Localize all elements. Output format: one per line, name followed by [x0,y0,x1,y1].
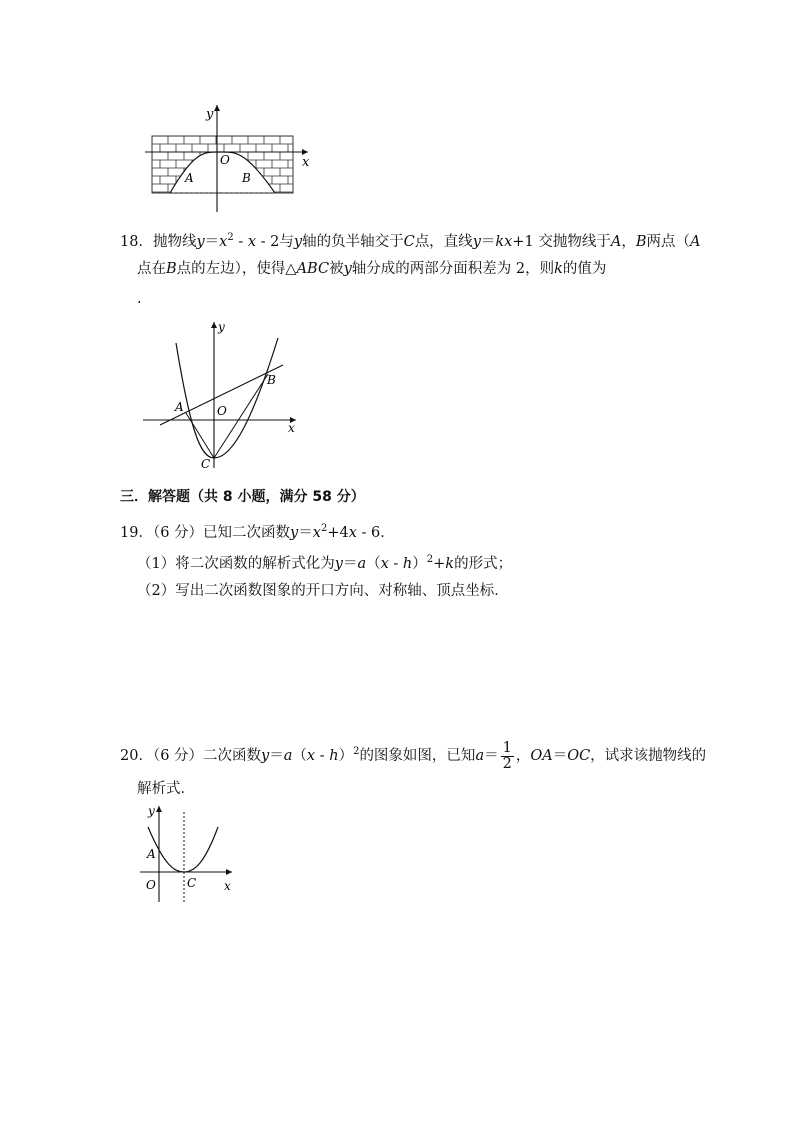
q18-text: ＝ [480,234,496,250]
q18-text: - [233,234,248,250]
q19-text: （1）将二次函数的解析式化为 [137,556,335,572]
q18-text: 两点（ [646,234,690,250]
q19-text: （ [366,556,381,572]
var-x: x [247,234,257,250]
var-k: k [445,556,455,572]
label-x: x [224,879,231,893]
label-origin: O [217,404,227,418]
superscript: 2 [353,746,360,757]
var-y: y [196,234,205,250]
q18-text: +1 交抛物线于 [512,234,611,250]
fraction-one-half [501,741,514,772]
q20-number: 20． [120,748,153,764]
q19-text: +4 [327,525,349,541]
superscript: 2 [426,554,434,565]
label-b: B [242,171,251,185]
q18-line2 [137,259,606,279]
var-abc: ABC [296,261,330,277]
q19-text: - 6． [356,525,395,541]
q18-text: 抛物线 [152,234,197,250]
q19-part2: （2）写出二次函数图象的开口方向、对称轴、顶点坐标． [137,583,509,599]
q18-number: 18． [120,234,153,250]
var-y: y [334,556,343,572]
q20-text: ＝ [484,748,499,764]
label-origin: O [146,878,156,892]
q20-text: （ [292,748,307,764]
label-a: A [147,847,156,861]
q18-text: 点在 [137,261,166,277]
label-y: y [218,320,225,334]
superscript: 2 [227,232,234,243]
q18-text: 轴的负半轴交于 [302,234,404,250]
q19-part1 [137,550,512,574]
var-x: x [380,556,389,572]
label-x: x [288,421,295,435]
q19-text: 的形式； [454,556,513,572]
var-c: C [403,234,415,250]
var-y: y [472,234,481,250]
var-a: a [475,748,485,764]
superscript: 2 [320,523,328,534]
var-a: a [283,748,293,764]
label-c: C [201,457,211,471]
section-heading: 三．解答题（共 8 小题，满分 58 分） [120,489,365,505]
var-a: A [610,234,622,250]
var-x: x [312,525,321,541]
q20-text: ， [515,748,531,764]
q20-text: ） [338,748,354,764]
q18-text: 点，直线 [414,234,473,250]
var-h: h [402,556,413,572]
label-y: y [206,107,214,122]
fraction-denominator: 2 [502,755,512,772]
var-x: x [219,234,228,250]
label-a: A [185,171,194,185]
var-b: B [166,261,177,277]
label-x: x [302,155,310,170]
var-kx: kx [495,234,513,250]
q19-text: ＝ [342,556,358,572]
q18-line1 [120,228,700,252]
q18-parabola-figure [138,318,303,473]
q20-parabola-figure [140,802,240,907]
label-b: B [267,373,276,387]
q18-text: ＝ [204,234,220,250]
q19-text: （6 分）已知二次函数 [152,525,291,541]
var-oa: OA [530,748,553,764]
q20-text: ＝ [552,748,568,764]
q18-text: 轴分成的两部分面积差为 2，则 [351,261,555,277]
var-oc: OC [567,748,591,764]
q20-text: 的图象如图，已知 [359,748,476,764]
var-x: x [348,525,357,541]
q20-line2: 解析式． [137,781,195,797]
q18-line3: . [137,291,142,307]
q19-stem [120,519,395,543]
label-a: A [175,400,184,414]
var-a: A [689,234,701,250]
var-h: h [329,748,339,764]
var-y: y [261,748,270,764]
var-b: B [635,234,647,250]
var-k: k [554,261,563,277]
label-c: C [187,876,197,890]
q19-number: 19． [120,525,153,541]
q18-text: 被 [329,261,344,277]
parabola-curve [176,338,278,458]
q19-text: ） [412,556,427,572]
q20-text: （6 分）二次函数 [152,748,262,764]
label-origin: O [220,153,230,167]
q19-text: ＝ [298,525,313,541]
q20-text: ，试求该抛物线的 [590,748,707,764]
q20-text: ＝ [269,748,284,764]
q18-text: 的值为 [562,261,607,277]
var-x: x [306,748,316,764]
q18-text: - 2与 [256,234,294,250]
var-y: y [343,261,352,277]
label-y: y [148,804,155,818]
q20-stem [120,737,706,772]
var-a: a [357,556,367,572]
q17-arch-figure [140,100,320,215]
var-y: y [290,525,299,541]
q20-text: - [315,748,330,764]
q19-text: - [388,556,403,572]
fraction-numerator: 1 [502,739,512,756]
var-y: y [293,234,303,250]
q19-text: + [433,556,446,572]
q18-text: 点的左边），使得△ [176,261,297,277]
q18-text: ， [621,234,636,250]
